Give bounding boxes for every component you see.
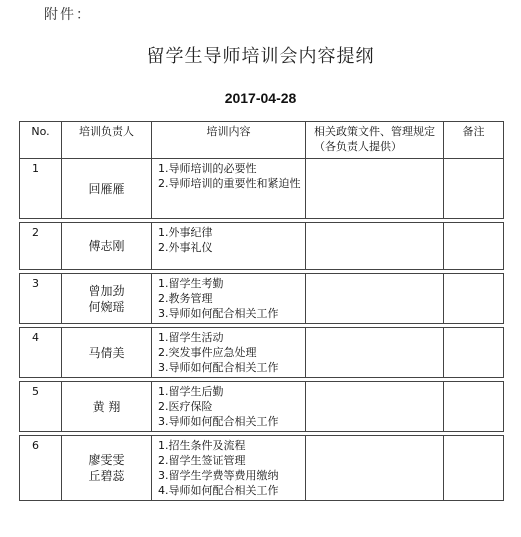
content-item: 1.招生条件及流程 xyxy=(158,439,246,452)
person-name: 丘碧蕊 xyxy=(88,469,125,483)
remarks-cell xyxy=(444,223,504,270)
content-item: 1.留学生考勤 xyxy=(158,277,224,290)
table-row xyxy=(20,223,504,270)
content-item: 3.导师如何配合相关工作 xyxy=(158,361,279,374)
person-cell xyxy=(62,436,152,501)
col-header-policy: 相关政策文件、管理规定（各负责人提供） xyxy=(306,122,444,159)
row-number: 2 xyxy=(20,223,62,270)
content-item: 1.留学生后勤 xyxy=(158,385,224,398)
col-header-remarks: 备注 xyxy=(444,122,504,159)
person-name: 回雁雁 xyxy=(88,181,125,196)
content-cell xyxy=(152,382,306,432)
remarks-cell xyxy=(444,382,504,432)
policy-cell xyxy=(306,328,444,378)
content-item: 1.导师培训的必要性 xyxy=(158,162,257,175)
person-cell xyxy=(62,328,152,378)
content-item: 2.医疗保险 xyxy=(158,400,213,413)
content-item: 2.外事礼仪 xyxy=(158,241,213,254)
attachment-label: 附件： xyxy=(44,7,92,23)
policy-cell xyxy=(306,159,444,219)
table-row xyxy=(20,328,504,378)
content-item: 1.外事纪律 xyxy=(158,226,213,239)
content-item: 3.留学生学费等费用缴纳 xyxy=(158,469,279,482)
document-date: 2017-04-28 xyxy=(224,90,297,106)
person-name: 黄 翔 xyxy=(92,399,121,414)
content-item: 2.导师培训的重要性和紧迫性 xyxy=(158,177,301,190)
content-cell xyxy=(152,223,306,270)
table-row xyxy=(20,274,504,324)
remarks-cell xyxy=(444,436,504,501)
row-number: 3 xyxy=(20,274,62,324)
document-title: 留学生导师培训会内容提纲 xyxy=(146,46,375,67)
row-number: 6 xyxy=(20,436,62,501)
person-cell xyxy=(62,274,152,324)
person-cell xyxy=(62,382,152,432)
content-item: 2.教务管理 xyxy=(158,292,213,305)
content-item: 3.导师如何配合相关工作 xyxy=(158,307,279,320)
content-item: 1.留学生活动 xyxy=(158,331,224,344)
content-cell xyxy=(152,159,306,219)
policy-cell xyxy=(306,223,444,270)
person-name: 马倩美 xyxy=(88,345,125,360)
policy-cell xyxy=(306,382,444,432)
table-row xyxy=(20,159,504,219)
content-item: 3.导师如何配合相关工作 xyxy=(158,415,279,428)
row-number: 4 xyxy=(20,328,62,378)
person-name: 廖雯雯 xyxy=(88,453,125,467)
content-cell xyxy=(152,328,306,378)
table-row xyxy=(20,382,504,432)
remarks-cell xyxy=(444,328,504,378)
table-header-row xyxy=(20,122,504,159)
person-cell xyxy=(62,159,152,219)
row-number: 5 xyxy=(20,382,62,432)
person-name: 曾加劲 xyxy=(88,283,125,298)
table-body xyxy=(20,159,504,501)
remarks-cell xyxy=(444,159,504,219)
row-number: 1 xyxy=(20,159,62,219)
content-item: 4.导师如何配合相关工作 xyxy=(158,484,279,497)
col-header-content: 培训内容 xyxy=(152,122,306,159)
content-cell xyxy=(152,274,306,324)
content-item: 2.留学生签证管理 xyxy=(158,454,246,467)
person-name: 傅志刚 xyxy=(88,239,125,253)
person-name: 何婉瑶 xyxy=(88,299,125,314)
policy-cell xyxy=(306,274,444,324)
content-cell xyxy=(152,436,306,501)
person-cell xyxy=(62,223,152,270)
col-header-no: No. xyxy=(20,122,62,159)
content-item: 2.突发事件应急处理 xyxy=(158,346,257,359)
remarks-cell xyxy=(444,274,504,324)
col-header-person: 培训负责人 xyxy=(62,122,152,159)
training-outline-table xyxy=(19,121,504,501)
policy-cell xyxy=(306,436,444,501)
table-row xyxy=(20,436,504,501)
